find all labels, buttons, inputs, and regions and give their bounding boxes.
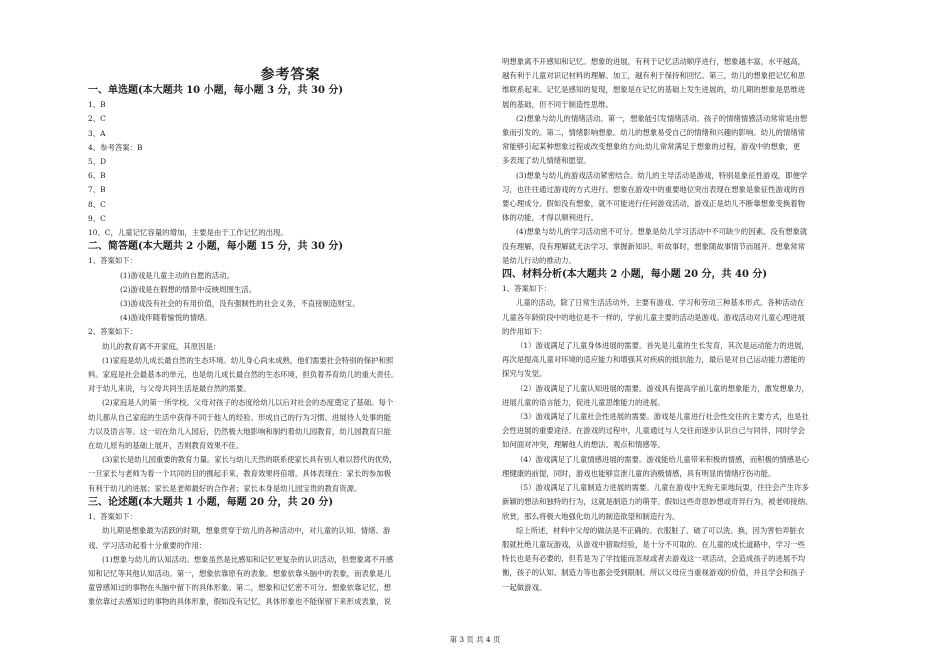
right-column bbox=[502, 0, 902, 595]
text-line: (1)家庭是幼儿成长最自然的生态环境。幼儿身心尚未成熟，他们需要社会特别的保护和照 bbox=[102, 355, 394, 365]
text-line: 1、答案如下： bbox=[88, 256, 138, 266]
text-line: (4)游戏伴随着愉悦的情绪。 bbox=[120, 313, 212, 323]
text-line: 是幼儿行动的推动力。 bbox=[502, 255, 576, 265]
text-line: 多表现了幼儿情绪和愿望。 bbox=[502, 156, 591, 166]
text-line: 象依靠过去感知过的事物的具体形象，假如没有记忆，具体形象也不能保留下来形成表象，说 bbox=[88, 597, 392, 607]
right-top-spacer bbox=[502, 0, 902, 55]
section-heading: 一、单选题(本大题共 10 小题，每小题 3 分，共 30 分) bbox=[88, 85, 344, 96]
text-line: 衡，孩子的认知、制造力等也都会受到限制。所以父母应当重视游戏的价值，并且学会和孩子 bbox=[502, 568, 806, 578]
text-line: 展的基础，但不同于制造性思维。 bbox=[502, 99, 613, 109]
section-heading: 三、论述题(本大题共 1 小题，每题 20 分，共 20 分) bbox=[88, 496, 334, 508]
text-line: 知和记忆等其他认知活动。第一，想象依靠原有的表象。想象依靠头脑中的表象，而表象是儿 bbox=[88, 568, 392, 578]
text-line: 明想象离不开感知和记忆。想象的进展，有利于记忆活动顺序进行，想象越丰富，水平越高， bbox=[502, 57, 806, 66]
text-line: （4）游戏满足了儿童情感进展的需要。游戏能给儿童带来积极的情感，而积极的情感是心 bbox=[516, 454, 809, 464]
text-line: 幼儿都从自己家庭的生活中获得不同于他人的经验、形成自己的行为习惯、进展待人处事的能 bbox=[88, 412, 392, 422]
text-line: 5、D bbox=[88, 157, 107, 167]
text-line: (2)游戏是在假想的情景中反映周围生活。 bbox=[120, 284, 257, 294]
text-line: 服就杜绝儿童玩游戏，从游戏中猎取经验，是十分不可取的。在儿童的成长道路中，学习一些 bbox=[502, 539, 806, 549]
text-line: 象而引发的。第二，情绪影响想象。幼儿的想象易受自己的情绪和兴趣的影响。幼儿的情绪常 bbox=[502, 128, 806, 138]
text-line: 幼儿期是想象最为活跃的时期，想象贯穿于幼儿的各种活动中，对儿童的认知、情绪、游 bbox=[102, 526, 391, 536]
text-line: 童曾感知过的事物在头脑中留下的具体形象。第二，想象和记忆密不可分。想象依靠记忆，想 bbox=[88, 583, 392, 593]
section-heading: 二、简答题(本大题共 2 小题，每小题 15 分，共 30 分) bbox=[88, 241, 344, 253]
text-line: (3)游戏没有社会的有用价值，没有强制性的社会义务，不直接制造财宝。 bbox=[120, 299, 360, 309]
left-text-block bbox=[88, 84, 493, 610]
text-line: （2）游戏满足了儿童认知进展的需要。游戏具有提高学前儿童的想象能力，激发想象力， bbox=[516, 383, 809, 393]
text-line: (1)游戏是儿童主动的自愿的活动。 bbox=[120, 270, 234, 280]
text-line: 一起做游戏。 bbox=[502, 582, 547, 592]
text-line: 会性进展的重要途径。在游戏的过程中，儿童通过与人交往而逐步认识自己与同伴，同时学会 bbox=[502, 426, 806, 436]
left-column bbox=[88, 0, 493, 610]
text-line: 维联系起来。记忆是感知的复现，想象是在记忆的基础上发生进展的，幼儿期的想象是思维进 bbox=[502, 85, 806, 95]
section-heading: 四、材料分析(本大题共 2 小题，每小题 20 分，共 40 分) bbox=[502, 269, 768, 281]
text-line: 综上所述，材料中父母的做法是不正确的。衣服脏了、破了可以洗、换，因为害怕弄脏衣 bbox=[516, 525, 805, 535]
text-line: 一旦家长与老师为着一个共同的目的携起手来，教育效果将倍增。具体表现在：家长的参加极 bbox=[88, 469, 392, 479]
text-line: 儿童各年龄阶段中的地位是不一样的，学前儿童主要的活动是游戏。游戏活动对儿童心理进展 bbox=[502, 312, 806, 322]
text-line: 习，也往往通过游戏的方式进行。想象在游戏中的重要地位突出表现在想象是象征性游戏的首 bbox=[502, 184, 806, 194]
text-line: 在幼儿原有的基础上展开，否则教育效果不佳。 bbox=[88, 441, 244, 451]
text-line: 如何面对冲突，理解他人的想法、观点和情感等。 bbox=[502, 440, 665, 450]
text-line: 常能够引起某种想象过程或改变想象的方向;幼儿常常满足于想象的过程，游戏中的想象，更 bbox=[502, 142, 801, 152]
text-line: 探究与发觉。 bbox=[502, 369, 547, 379]
text-line: 8、C bbox=[88, 199, 106, 209]
text-line: 再次是提高儿童对环境的适应能力和增强其对疾病的抵抗能力，最后是对自己运动能力潜能的 bbox=[502, 355, 806, 365]
text-line: (2)家庭是人的第一所学校。父母对孩子的态度给幼儿以后对社会的态度奠定了基础。每个 bbox=[102, 398, 394, 408]
text-line: （5）游戏满足了儿童制造力进展的需要。儿童在游戏中无拘无束地玩耍，往往会产生许多 bbox=[516, 483, 809, 493]
text-line: 戏、学习活动起着十分重要的作用： bbox=[88, 540, 207, 550]
text-line: 没有理解，没有理解就无法学习、掌握新知识。听故事时，想象随故事情节而展开。想象常常 bbox=[502, 241, 806, 251]
text-line: 料。家庭是社会最基本的单元，也是幼儿成长最自然的生态环境，担负着养育幼儿的重大责任。 bbox=[88, 370, 399, 380]
text-line: 1、B bbox=[88, 100, 106, 110]
text-line: 儿童的活动，除了日常生活活动外，主要有游戏、学习和劳动三种基本形式。各种活动在 bbox=[516, 298, 805, 308]
text-line: (4)想象与幼儿的学习活动密不可分。想象是幼儿学习活动中不可缺少的因素。没有想象就 bbox=[516, 227, 808, 237]
text-line: 2、答案如下： bbox=[88, 327, 138, 337]
text-line: 的作用如下： bbox=[502, 326, 547, 336]
page-title: 参考答案 bbox=[260, 67, 321, 83]
text-line: 有利于幼儿的进展；家长是老师最好的合作者；家长本身是幼儿园宝贵的教育资源。 bbox=[88, 483, 362, 493]
page-footer: 第 3 页 共 4 页 bbox=[449, 635, 501, 644]
text-line: 10、C，儿童记忆容量的增加，主要是由于工作记忆的出现。 bbox=[88, 228, 288, 238]
text-line: 对于幼儿来说，与父母共同生活是最自然的需要。 bbox=[88, 384, 251, 394]
text-line: 幼儿的教育离不开家庭，其原因是： bbox=[102, 341, 221, 351]
text-line: 体的功能，才得以顺利进行。 bbox=[502, 213, 599, 223]
text-line: （3）游戏满足了儿童社会性进展的需要。游戏是儿童进行社会性交往的主要方式，也是社 bbox=[516, 412, 809, 422]
text-line: 2、C bbox=[88, 114, 106, 124]
text-line: (3)想象与幼儿的游戏活动紧密结合。幼儿的主导活动是游戏，特别是象征性游戏，即便学 bbox=[516, 170, 808, 180]
text-line: 进展儿童的语言能力，促进儿童思维能力的进展。 bbox=[502, 397, 665, 407]
text-line: 欣赏，那么将极大地强化幼儿的制造欲望和制造行为。 bbox=[502, 511, 680, 521]
text-line: 理健康的前提，同时，游戏也能够宣泄儿童的消极情感，具有明显的情绪疗伤功能。 bbox=[502, 468, 776, 478]
text-line: 3、A bbox=[88, 128, 106, 138]
text-line: 6、B bbox=[88, 171, 106, 181]
text-line: (1)想象与幼儿的认知活动。想象虽然是比感知和记忆更复杂的认识活动，但想象离不开感 bbox=[102, 554, 394, 564]
text-line: (2)想象与幼儿的情绪活动。第一，想象能引发情绪活动。孩子的情绪情感活动常常是由想 bbox=[516, 113, 808, 123]
text-line: 1、答案如下： bbox=[502, 284, 552, 294]
text-line: 新颖的想法和独特的行为，这就是制造力的萌芽。假如这些奇思妙想或奇异行为，被老师接纳、 bbox=[502, 497, 813, 507]
text-line: 越有利于儿童对识记材料的理解、加工，越有利于保持和回忆。第三，幼儿的想象把记忆和思 bbox=[502, 71, 806, 81]
right-text-block bbox=[502, 55, 902, 595]
text-line: 9、C bbox=[88, 213, 106, 223]
text-line: 特长也是有必要的，但若是为了学技能而忽视或者去游戏这一项活动，会造成孩子的进展不均 bbox=[502, 554, 806, 564]
text-line: (3)家长是幼儿园重要的教育力量。家长与幼儿天然的联系使家长具有别人难以替代的优势， bbox=[102, 455, 397, 465]
text-line: （1）游戏满足了儿童身体进展的需要。首先是儿童的生长发育，其次是运动能力的进展， bbox=[516, 341, 809, 351]
text-line: 力以及语言等。这一切在幼儿入园后，仍然极大地影响和制约着幼儿园教育，幼儿园教育只能 bbox=[88, 426, 392, 436]
text-line: 要心理成分。假如没有想象，就不可能进行任何游戏活动，游戏正是幼儿不断靠想象变换着物 bbox=[502, 199, 806, 209]
text-line: 1、答案如下： bbox=[88, 512, 138, 522]
text-line: 7、B bbox=[88, 185, 106, 195]
text-line: 4、参考答案：B bbox=[88, 142, 143, 152]
